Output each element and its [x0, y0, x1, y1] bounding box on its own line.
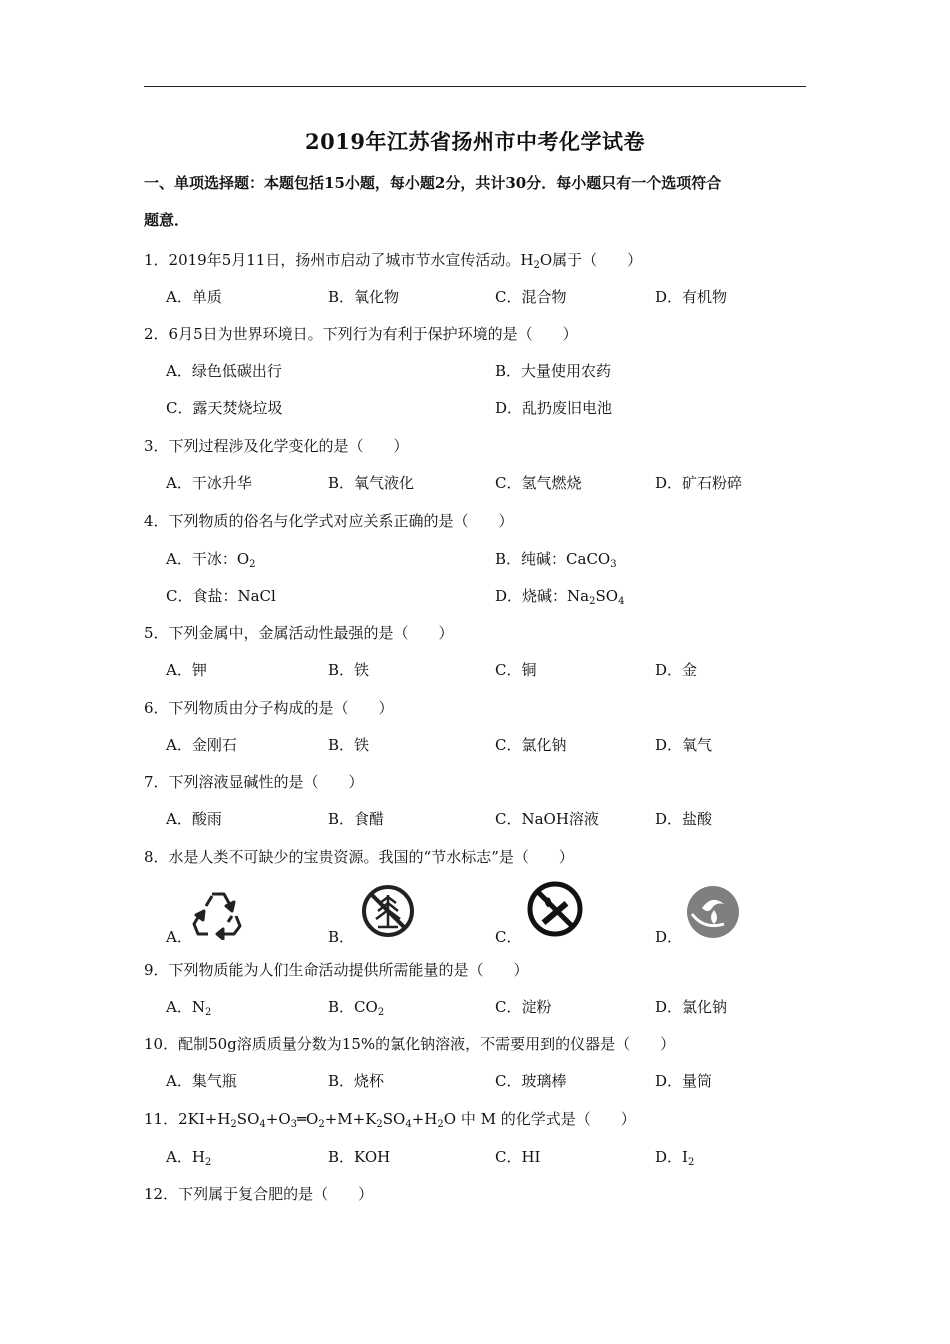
top-rule	[144, 86, 806, 87]
q2-option-d[interactable]: D．乱扔废旧电池	[495, 399, 613, 417]
q8-option-a[interactable]: A．	[166, 928, 192, 946]
q5-option-d[interactable]: D．金	[655, 661, 698, 679]
question-6-stem: 6．下列物质由分子构成的是（ ）	[144, 699, 394, 717]
question-11-stem: 11．$2KI+H_2SO_4+O_3═O_2+M+K_2SO_4+H_2O$ 中 M 的化学式是（ ）	[144, 1110, 636, 1130]
q2-option-b[interactable]: B．大量使用农药	[495, 362, 612, 380]
q8-option-d[interactable]: D．	[655, 928, 683, 946]
q6-option-b[interactable]: B．铁	[328, 736, 370, 754]
q3-option-c[interactable]: C．氢气燃烧	[495, 474, 582, 492]
no-smoking-icon[interactable]	[526, 880, 584, 938]
question-7-stem: 7．下列溶液显碱性的是（ ）	[144, 773, 364, 791]
q4-option-d[interactable]: D．烧碱：$Na_2SO_4$	[495, 587, 625, 607]
q6-option-d[interactable]: D．氧气	[655, 736, 713, 754]
q4-option-a[interactable]: A．干冰：$O_2$	[166, 550, 256, 570]
q3-option-b[interactable]: B．氧气液化	[328, 474, 415, 492]
section-heading: 一、单项选择题：本题包括15小题，每小题2分，共计30分．每小题只有一个选项符合 题意．	[144, 174, 722, 229]
q7-option-c[interactable]: C．NaOH溶液	[495, 810, 599, 828]
water-saving-icon[interactable]	[684, 884, 742, 940]
question-3-stem: 3．下列过程涉及化学变化的是（ ）	[144, 437, 409, 455]
q11-option-c[interactable]: C．HI	[495, 1148, 541, 1166]
q5-option-a[interactable]: A．钾	[166, 661, 207, 679]
question-10-stem: 10．配制50g溶质质量分数为15%的氯化钠溶液，不需要用到的仪器是（ ）	[144, 1035, 676, 1053]
question-1-stem: 1．2019年5月11日，扬州市启动了城市节水宣传活动。$H_2O$属于（ ）	[144, 251, 643, 271]
q1-option-c[interactable]: C．混合物	[495, 288, 567, 306]
q10-option-d[interactable]: D．量筒	[655, 1072, 713, 1090]
q7-option-a[interactable]: A．酸雨	[166, 810, 222, 828]
question-2-stem: 2．6月5日为世界环境日。下列行为有利于保护环境的是（ ）	[144, 325, 578, 343]
q7-option-d[interactable]: D．盐酸	[655, 810, 713, 828]
question-9-stem: 9．下列物质能为人们生命活动提供所需能量的是（ ）	[144, 961, 529, 979]
q10-option-b[interactable]: B．烧杯	[328, 1072, 385, 1090]
question-12-stem: 12．下列属于复合肥的是（ ）	[144, 1185, 374, 1203]
q2-option-c[interactable]: C．露天焚烧垃圾	[166, 399, 283, 417]
question-5-stem: 5．下列金属中，金属活动性最强的是（ ）	[144, 624, 454, 642]
q6-option-a[interactable]: A．金刚石	[166, 736, 237, 754]
q11-option-b[interactable]: B．KOH	[328, 1148, 391, 1166]
q5-option-b[interactable]: B．铁	[328, 661, 370, 679]
q4-option-c[interactable]: C．食盐：NaCl	[166, 587, 276, 605]
q2-option-a[interactable]: A．绿色低碳出行	[166, 362, 282, 380]
q3-option-d[interactable]: D．矿石粉碎	[655, 474, 743, 492]
q11-option-a[interactable]: A．$H_2$	[166, 1148, 212, 1168]
q10-option-a[interactable]: A．集气瓶	[166, 1072, 237, 1090]
q1-option-b[interactable]: B．氧化物	[328, 288, 400, 306]
q3-option-a[interactable]: A．干冰升华	[166, 474, 252, 492]
q4-option-b[interactable]: B．纯碱：CaCO$_3$	[495, 550, 617, 570]
q6-option-c[interactable]: C．氯化钠	[495, 736, 567, 754]
q9-option-a[interactable]: A．$N_2$	[166, 998, 212, 1018]
q9-option-d[interactable]: D．氯化钠	[655, 998, 728, 1016]
q11-option-d[interactable]: D．$I_2$	[655, 1148, 695, 1168]
recycle-icon[interactable]	[190, 888, 246, 940]
question-4-stem: 4．下列物质的俗名与化学式对应关系正确的是（ ）	[144, 512, 514, 530]
q8-option-c[interactable]: C．	[495, 928, 522, 946]
question-8-stem: 8．水是人类不可缺少的宝贵资源。我国的“节水标志”是（ ）	[144, 848, 574, 866]
q7-option-b[interactable]: B．食醋	[328, 810, 385, 828]
page-title: 2019年江苏省扬州市中考化学试卷	[305, 129, 645, 154]
q1-option-a[interactable]: A．单质	[166, 288, 222, 306]
q1-option-d[interactable]: D．有机物	[655, 288, 728, 306]
q8-option-b[interactable]: B．	[328, 928, 355, 946]
q9-option-c[interactable]: C．淀粉	[495, 998, 552, 1016]
q5-option-c[interactable]: C．铜	[495, 661, 537, 679]
no-logging-icon[interactable]	[360, 883, 416, 939]
q10-option-c[interactable]: C．玻璃棒	[495, 1072, 567, 1090]
q9-option-b[interactable]: B．$CO_2$	[328, 998, 385, 1018]
